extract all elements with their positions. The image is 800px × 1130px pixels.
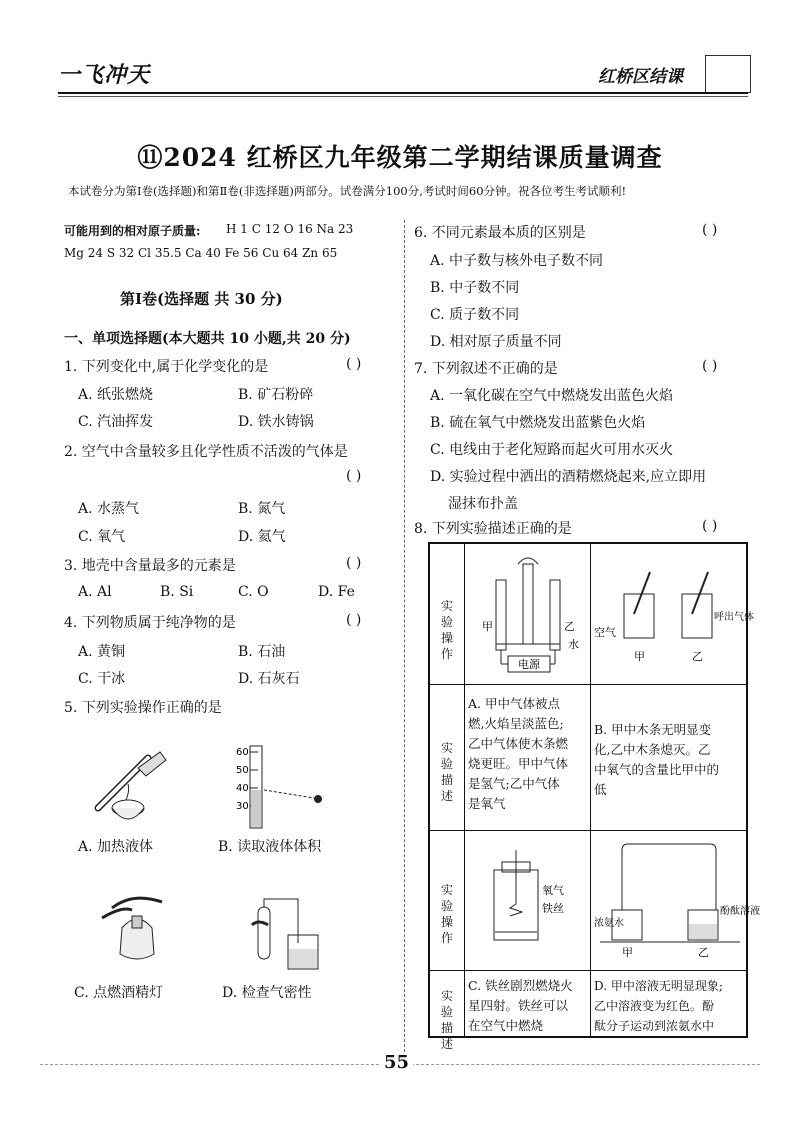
- header-tag: 红桥区结课: [598, 67, 683, 87]
- table-col-divider-2: [590, 544, 591, 1036]
- scale-60: 60: [236, 747, 249, 758]
- corner-logo: [705, 55, 751, 93]
- q2-stem: 2. 空气中含量较多且化学性质不活泼的气体是: [64, 444, 348, 460]
- q2-option-d: D. 氦气: [238, 529, 286, 545]
- motion-label-yi: 乙: [698, 946, 709, 959]
- desc-a-line: A. 甲中气体被点: [468, 696, 560, 711]
- iron-label-oxygen: 氧气: [542, 884, 564, 897]
- q4-option-b: B. 石油: [238, 644, 286, 660]
- motion-label-phenol: 酚酞溶液: [720, 906, 760, 917]
- q3-option-a: A. Al: [78, 584, 112, 600]
- q8-description-b: [594, 720, 746, 800]
- q7-stem: 7. 下列叙述不正确的是: [414, 361, 558, 377]
- bottle-label-yi: 乙: [692, 650, 703, 663]
- q4-option-a: A. 黄铜: [78, 644, 126, 660]
- header-rule-thin: [58, 96, 748, 97]
- electrolysis-label-jia: 甲: [482, 620, 493, 633]
- motion-label-jia: 甲: [622, 946, 633, 959]
- desc-c-line: 星四射。铁丝可以: [468, 998, 569, 1013]
- row-label-operation-2: 实验操作: [440, 883, 453, 945]
- exam-intro: 本试卷分为第Ⅰ卷(选择题)和第Ⅱ卷(非选择题)两部分。试卷满分100分,考试时间60分钟。祝各位考生考试顺利!: [68, 184, 627, 198]
- q6-option-b: B. 中子数不同: [430, 280, 520, 296]
- q3-option-d: D. Fe: [318, 584, 355, 600]
- q5-caption-a: A. 加热液体: [78, 839, 154, 855]
- q3-option-b: B. Si: [160, 584, 194, 600]
- q3-stem: 3. 地壳中含量最多的元素是: [64, 558, 236, 574]
- q8-answer-paren: ( ): [702, 518, 718, 534]
- heating-liquid-figure: [88, 738, 178, 828]
- q8-description-d: [594, 976, 748, 1036]
- q4-option-d: D. 石灰石: [238, 671, 300, 687]
- q5-caption-d: D. 检查气密性: [222, 985, 312, 1001]
- q6-answer-paren: ( ): [702, 222, 718, 238]
- desc-a-line: 烧更旺。甲中气体: [468, 756, 569, 771]
- electrolysis-label-power: 电源: [518, 658, 540, 671]
- q7-option-b: B. 硫在氧气中燃烧发出蓝紫色火焰: [430, 415, 646, 431]
- part1-title: 第Ⅰ卷(选择题 共 30 分): [120, 290, 283, 308]
- atomic-mass-label: 可能用到的相对原子质量:: [64, 224, 201, 238]
- section1-title: 一、单项选择题(本大题共 10 小题,共 20 分): [64, 331, 351, 347]
- q1-option-c: C. 汽油挥发: [78, 414, 154, 430]
- q1-option-d: D. 铁水铸锅: [238, 414, 314, 430]
- q3-option-c: C. O: [238, 584, 269, 600]
- q5-caption-c: C. 点燃酒精灯: [74, 985, 164, 1001]
- table-row-divider-3: [430, 970, 746, 971]
- q3-answer-paren: ( ): [346, 555, 362, 571]
- electrolysis-label-water: 水: [568, 638, 579, 651]
- q1-answer-paren: ( ): [346, 356, 362, 372]
- desc-a-line: 燃,火焰呈淡蓝色;: [468, 716, 564, 731]
- table-row-divider-1: [430, 684, 746, 685]
- q1-option-b: B. 矿石粉碎: [238, 387, 314, 403]
- desc-c-line: C. 铁丝剧烈燃烧火: [468, 978, 573, 993]
- desc-a-line: 是氧气: [468, 796, 506, 811]
- desc-b-line: 中氧气的含量比甲中的: [594, 762, 720, 777]
- q7-answer-paren: ( ): [702, 358, 718, 374]
- page-number: 55: [380, 1052, 413, 1073]
- q6-option-d: D. 相对原子质量不同: [430, 334, 562, 350]
- iron-wire-figure: [474, 840, 588, 960]
- bottle-label-jia: 甲: [634, 650, 645, 663]
- desc-b-line: 化,乙中木条熄灭。乙: [594, 742, 711, 757]
- row-label-operation-1: 实验操作: [440, 599, 453, 661]
- gas-bottles-figure: [594, 564, 754, 674]
- desc-a-line: 乙中气体使木条燃: [468, 736, 569, 751]
- scale-40: 40: [236, 783, 249, 794]
- atomic-mass-line2: Mg 24 S 32 Cl 35.5 Ca 40 Fe 56 Cu 64 Zn 65: [64, 246, 338, 260]
- q1-option-a: A. 纸张燃烧: [78, 387, 154, 403]
- q8-stem: 8. 下列实验描述正确的是: [414, 521, 572, 537]
- q4-stem: 4. 下列物质属于纯净物的是: [64, 615, 236, 631]
- table-col-divider-1: [464, 544, 465, 1036]
- q7-option-d-line2: 湿抹布扑盖: [448, 496, 518, 512]
- desc-b-line: 低: [594, 782, 607, 797]
- row-label-description-1: 实验描述: [440, 741, 453, 803]
- q5-stem: 5. 下列实验操作正确的是: [64, 700, 222, 716]
- q4-option-c: C. 干冰: [78, 671, 126, 687]
- graduated-cylinder-figure: [236, 742, 336, 832]
- q1-stem: 1. 下列变化中,属于化学变化的是: [64, 359, 269, 375]
- desc-a-line: 是氢气;乙中气体: [468, 776, 560, 791]
- desc-c-line: 在空气中燃烧: [468, 1018, 544, 1033]
- q2-option-b: B. 氮气: [238, 501, 286, 517]
- table-row-divider-2: [430, 830, 746, 831]
- q6-option-c: C. 质子数不同: [430, 307, 520, 323]
- header-rule: [58, 92, 748, 94]
- q2-option-a: A. 水蒸气: [78, 501, 140, 517]
- airtightness-check-figure: [238, 895, 328, 975]
- motion-label-ammonia: 浓氨水: [594, 918, 624, 929]
- electrolysis-label-yi: 乙: [564, 620, 575, 633]
- atomic-mass-line1: H 1 C 12 O 16 Na 23: [226, 222, 354, 236]
- scale-50: 50: [236, 765, 249, 776]
- alcohol-lamp-figure: [92, 888, 182, 968]
- q7-option-a: A. 一氧化碳在空气中燃烧发出蓝色火焰: [430, 388, 674, 404]
- iron-label-wire: 铁丝: [542, 902, 564, 915]
- q8-table: [428, 542, 760, 1051]
- desc-d-line: 乙中溶液变为红色。酚: [594, 999, 715, 1013]
- desc-d-line: D. 甲中溶液无明显现象;: [594, 979, 723, 993]
- row-label-description-2: 实验描述: [440, 989, 453, 1051]
- q5-caption-b: B. 读取液体体积: [218, 839, 322, 855]
- scale-30: 30: [236, 801, 249, 812]
- molecular-motion-figure: [594, 840, 760, 964]
- column-divider: [404, 220, 405, 1052]
- q6-stem: 6. 不同元素最本质的区别是: [414, 225, 586, 241]
- q8-description-a: [468, 694, 588, 814]
- q6-option-a: A. 中子数与核外电子数不同: [430, 253, 604, 269]
- q7-option-c: C. 电线由于老化短路而起火可用水灭火: [430, 442, 674, 458]
- q2-answer-paren: ( ): [346, 468, 362, 484]
- desc-b-line: B. 甲中木条无明显变: [594, 722, 712, 737]
- page-title: ⑪2024 红桥区九年级第二学期结课质量调查: [137, 143, 663, 172]
- q2-option-c: C. 氧气: [78, 529, 126, 545]
- bottle-label-breath: 呼出气体: [714, 612, 754, 623]
- brand-logo-text: 一飞冲天: [58, 63, 151, 88]
- q7-option-d-line1: D. 实验过程中洒出的酒精燃烧起来,应立即用: [430, 469, 707, 485]
- electrolysis-figure: [468, 550, 588, 680]
- desc-d-line: 酞分子运动到浓氨水中: [594, 1019, 715, 1033]
- bottle-label-air: 空气: [594, 626, 616, 639]
- q4-answer-paren: ( ): [346, 612, 362, 628]
- q8-description-c: [468, 976, 590, 1036]
